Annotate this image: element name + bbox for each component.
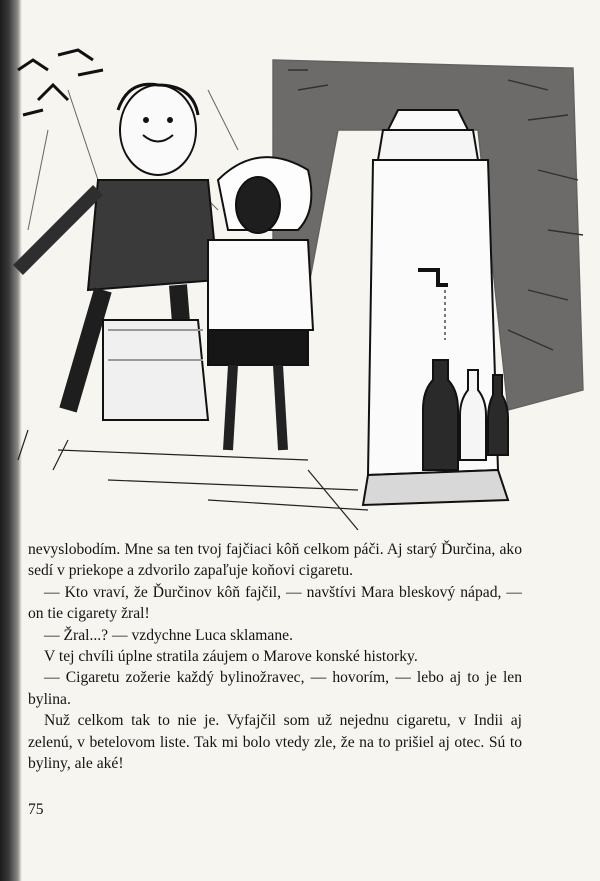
paragraph: nevyslobodím. Mne sa ten tvoj fajčiaci kôň celkom páči. Aj starý Ďurčina, ako sedí v priekope a zdvorilo zapaľuje koňovi cigaretu.: [28, 541, 522, 580]
paragraph: Nuž celkom tak to nie je. Vyfajčil som už nejednu cigaretu, v Indii aj zelenú, v betelovom liste. Tak mi bolo vtedy zle, že na to prišiel aj otec. Sú to byliny, ale aké!: [28, 712, 522, 773]
illustration-children-at-fountain: [8, 30, 593, 530]
paragraph: — Cigaretu zožerie každý bylinožravec, — hovorím, — lebo aj to je len bylina.: [28, 669, 522, 708]
girl-figure: [208, 157, 313, 450]
body-text: [28, 539, 522, 774]
paragraph: — Kto vraví, že Ďurčinov kôň fajčil, — navštívi Mara bleskový nápad, — on tie cigarety žral!: [28, 583, 522, 623]
boy-figure: [18, 84, 218, 420]
page-number: 75: [28, 801, 44, 818]
paragraph: V tej chvíli úplne stratila záujem o Marove konské historky.: [44, 648, 418, 666]
paragraph: — Žral...? — vzdychne Luca sklamane.: [44, 626, 293, 644]
